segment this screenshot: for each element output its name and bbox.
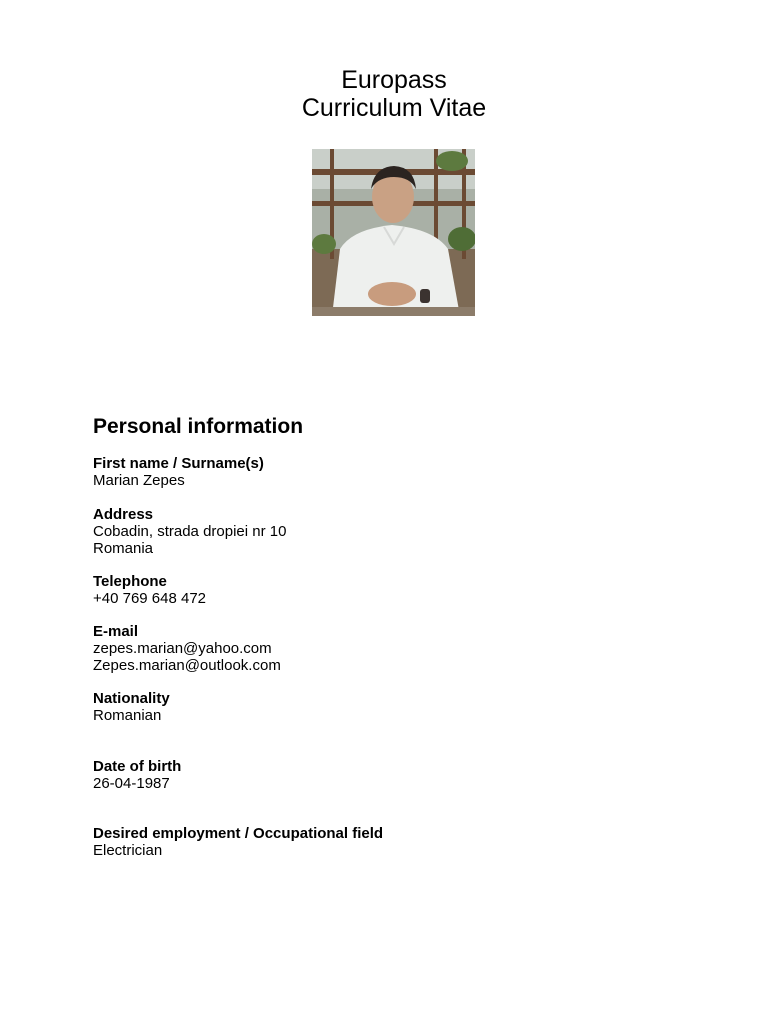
personal-information-heading: Personal information (93, 415, 304, 438)
field-label: Date of birth (93, 758, 182, 775)
field-value: +40 769 648 472 (93, 590, 207, 607)
field-label: Address (93, 506, 154, 523)
title-line-europass: Europass (341, 66, 447, 94)
field-telephone (93, 573, 206, 607)
portrait-photo-icon (312, 149, 475, 316)
email-link[interactable]: Zepes.marian@outlook.com (93, 657, 281, 674)
profile-photo (312, 149, 475, 316)
field-label: First name / Surname(s) (93, 455, 264, 472)
field-name (93, 455, 264, 489)
field-address (93, 506, 286, 557)
page-title (0, 66, 768, 122)
email-link[interactable]: zepes.marian@yahoo.com (93, 640, 272, 657)
field-value: Marian Zepes (93, 472, 185, 489)
field-value: Romania (93, 540, 154, 557)
field-value: Romanian (93, 707, 162, 724)
title-line-curriculum-vitae: Curriculum Vitae (301, 94, 487, 122)
field-email (93, 623, 281, 674)
field-label: Desired employment / Occupational field (93, 825, 384, 842)
field-date-of-birth (93, 758, 181, 792)
field-label: Nationality (93, 690, 170, 707)
field-nationality (93, 690, 170, 724)
field-value: Cobadin, strada dropiei nr 10 (93, 523, 287, 540)
field-label: E-mail (93, 623, 139, 640)
field-desired-employment (93, 825, 383, 859)
field-label: Telephone (93, 573, 167, 590)
field-value: 26-04-1987 (93, 775, 170, 792)
field-value: Electrician (93, 842, 163, 859)
